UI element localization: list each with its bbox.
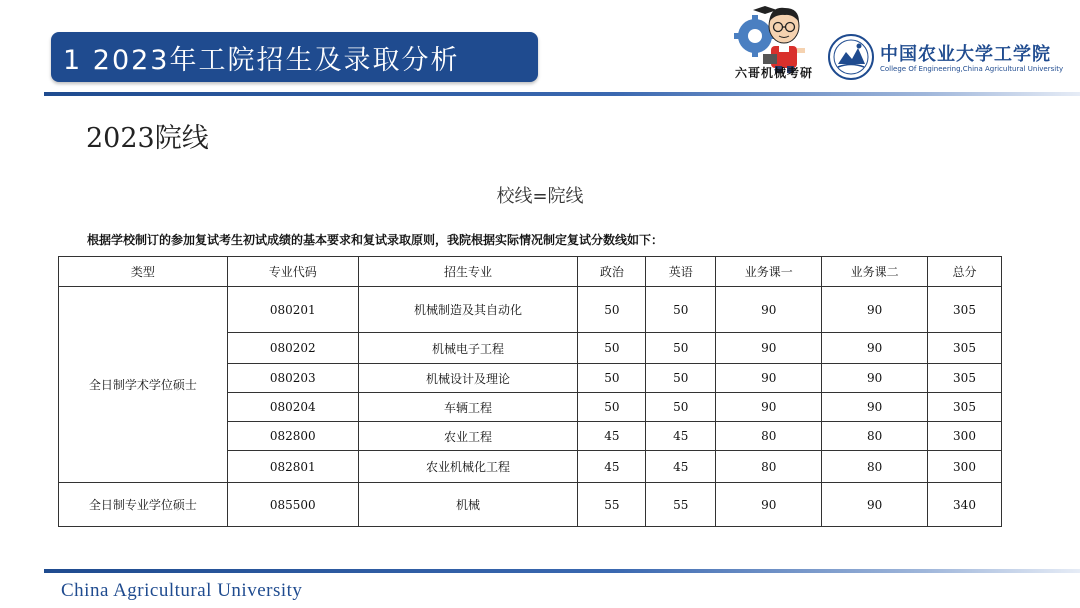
- english-cell: 50: [646, 287, 716, 333]
- course1-cell: 90: [716, 364, 822, 393]
- table-row: [59, 287, 1002, 333]
- university-name-cn: 中国农业大学工学院: [880, 44, 1051, 65]
- course2-cell: 90: [822, 364, 928, 393]
- code-cell: 082800: [227, 422, 358, 451]
- column-header: 类型: [59, 257, 228, 287]
- politics-cell: 50: [578, 333, 646, 364]
- course1-cell: 90: [716, 483, 822, 527]
- mascot-caption: 六哥机械考研: [734, 66, 813, 80]
- course2-cell: 90: [822, 287, 928, 333]
- total-cell: 305: [928, 287, 1002, 333]
- section-title: 2023院线: [86, 123, 209, 154]
- total-cell: 305: [928, 364, 1002, 393]
- politics-cell: 50: [578, 364, 646, 393]
- slide-title: 1 2023年工院招生及录取分析: [63, 44, 460, 76]
- footer-divider: [44, 569, 1080, 573]
- column-header: 政治: [578, 257, 646, 287]
- code-cell: 085500: [227, 483, 358, 527]
- politics-cell: 55: [578, 483, 646, 527]
- course2-cell: 90: [822, 333, 928, 364]
- code-cell: 080203: [227, 364, 358, 393]
- major-cell: 机械电子工程: [358, 333, 578, 364]
- column-header: 业务课一: [716, 257, 822, 287]
- politics-cell: 45: [578, 451, 646, 483]
- university-emblem-icon: [828, 34, 874, 80]
- column-header: 总分: [928, 257, 1002, 287]
- major-cell: 机械制造及其自动化: [358, 287, 578, 333]
- subtitle: 校线=院线: [496, 186, 584, 207]
- total-cell: 305: [928, 333, 1002, 364]
- major-cell: 车辆工程: [358, 393, 578, 422]
- course1-cell: 80: [716, 451, 822, 483]
- code-cell: 082801: [227, 451, 358, 483]
- degree-type-cell: 全日制学术学位硕士: [59, 287, 228, 483]
- major-cell: 机械设计及理论: [358, 364, 578, 393]
- english-cell: 50: [646, 333, 716, 364]
- politics-cell: 50: [578, 287, 646, 333]
- code-cell: 080201: [227, 287, 358, 333]
- column-header: 专业代码: [227, 257, 358, 287]
- course2-cell: 80: [822, 422, 928, 451]
- table-row: [59, 483, 1002, 527]
- score-table: [58, 256, 1002, 527]
- intro-text: 根据学校制订的参加复试考生初试成绩的基本要求和复试录取原则，我院根据实际情况制定复试分数线如下：: [87, 233, 664, 247]
- major-cell: 机械: [358, 483, 578, 527]
- total-cell: 300: [928, 422, 1002, 451]
- english-cell: 50: [646, 393, 716, 422]
- major-cell: 农业工程: [358, 422, 578, 451]
- code-cell: 080204: [227, 393, 358, 422]
- degree-type-cell: 全日制专业学位硕士: [59, 483, 228, 527]
- table-header-row: [59, 257, 1002, 287]
- university-name-en: College Of Engineering,China Agricultural University: [880, 65, 1064, 73]
- english-cell: 45: [646, 422, 716, 451]
- column-header: 业务课二: [822, 257, 928, 287]
- course1-cell: 90: [716, 287, 822, 333]
- total-cell: 300: [928, 451, 1002, 483]
- politics-cell: 50: [578, 393, 646, 422]
- politics-cell: 45: [578, 422, 646, 451]
- major-cell: 农业机械化工程: [358, 451, 578, 483]
- column-header: 英语: [646, 257, 716, 287]
- course2-cell: 90: [822, 393, 928, 422]
- english-cell: 45: [646, 451, 716, 483]
- code-cell: 080202: [227, 333, 358, 364]
- course1-cell: 90: [716, 393, 822, 422]
- english-cell: 55: [646, 483, 716, 527]
- total-cell: 340: [928, 483, 1002, 527]
- total-cell: 305: [928, 393, 1002, 422]
- course1-cell: 80: [716, 422, 822, 451]
- header-divider: [44, 92, 1080, 96]
- footer-text: China Agricultural University: [61, 580, 303, 601]
- course1-cell: 90: [716, 333, 822, 364]
- course2-cell: 80: [822, 451, 928, 483]
- english-cell: 50: [646, 364, 716, 393]
- course2-cell: 90: [822, 483, 928, 527]
- column-header: 招生专业: [358, 257, 578, 287]
- title-banner: [51, 32, 538, 82]
